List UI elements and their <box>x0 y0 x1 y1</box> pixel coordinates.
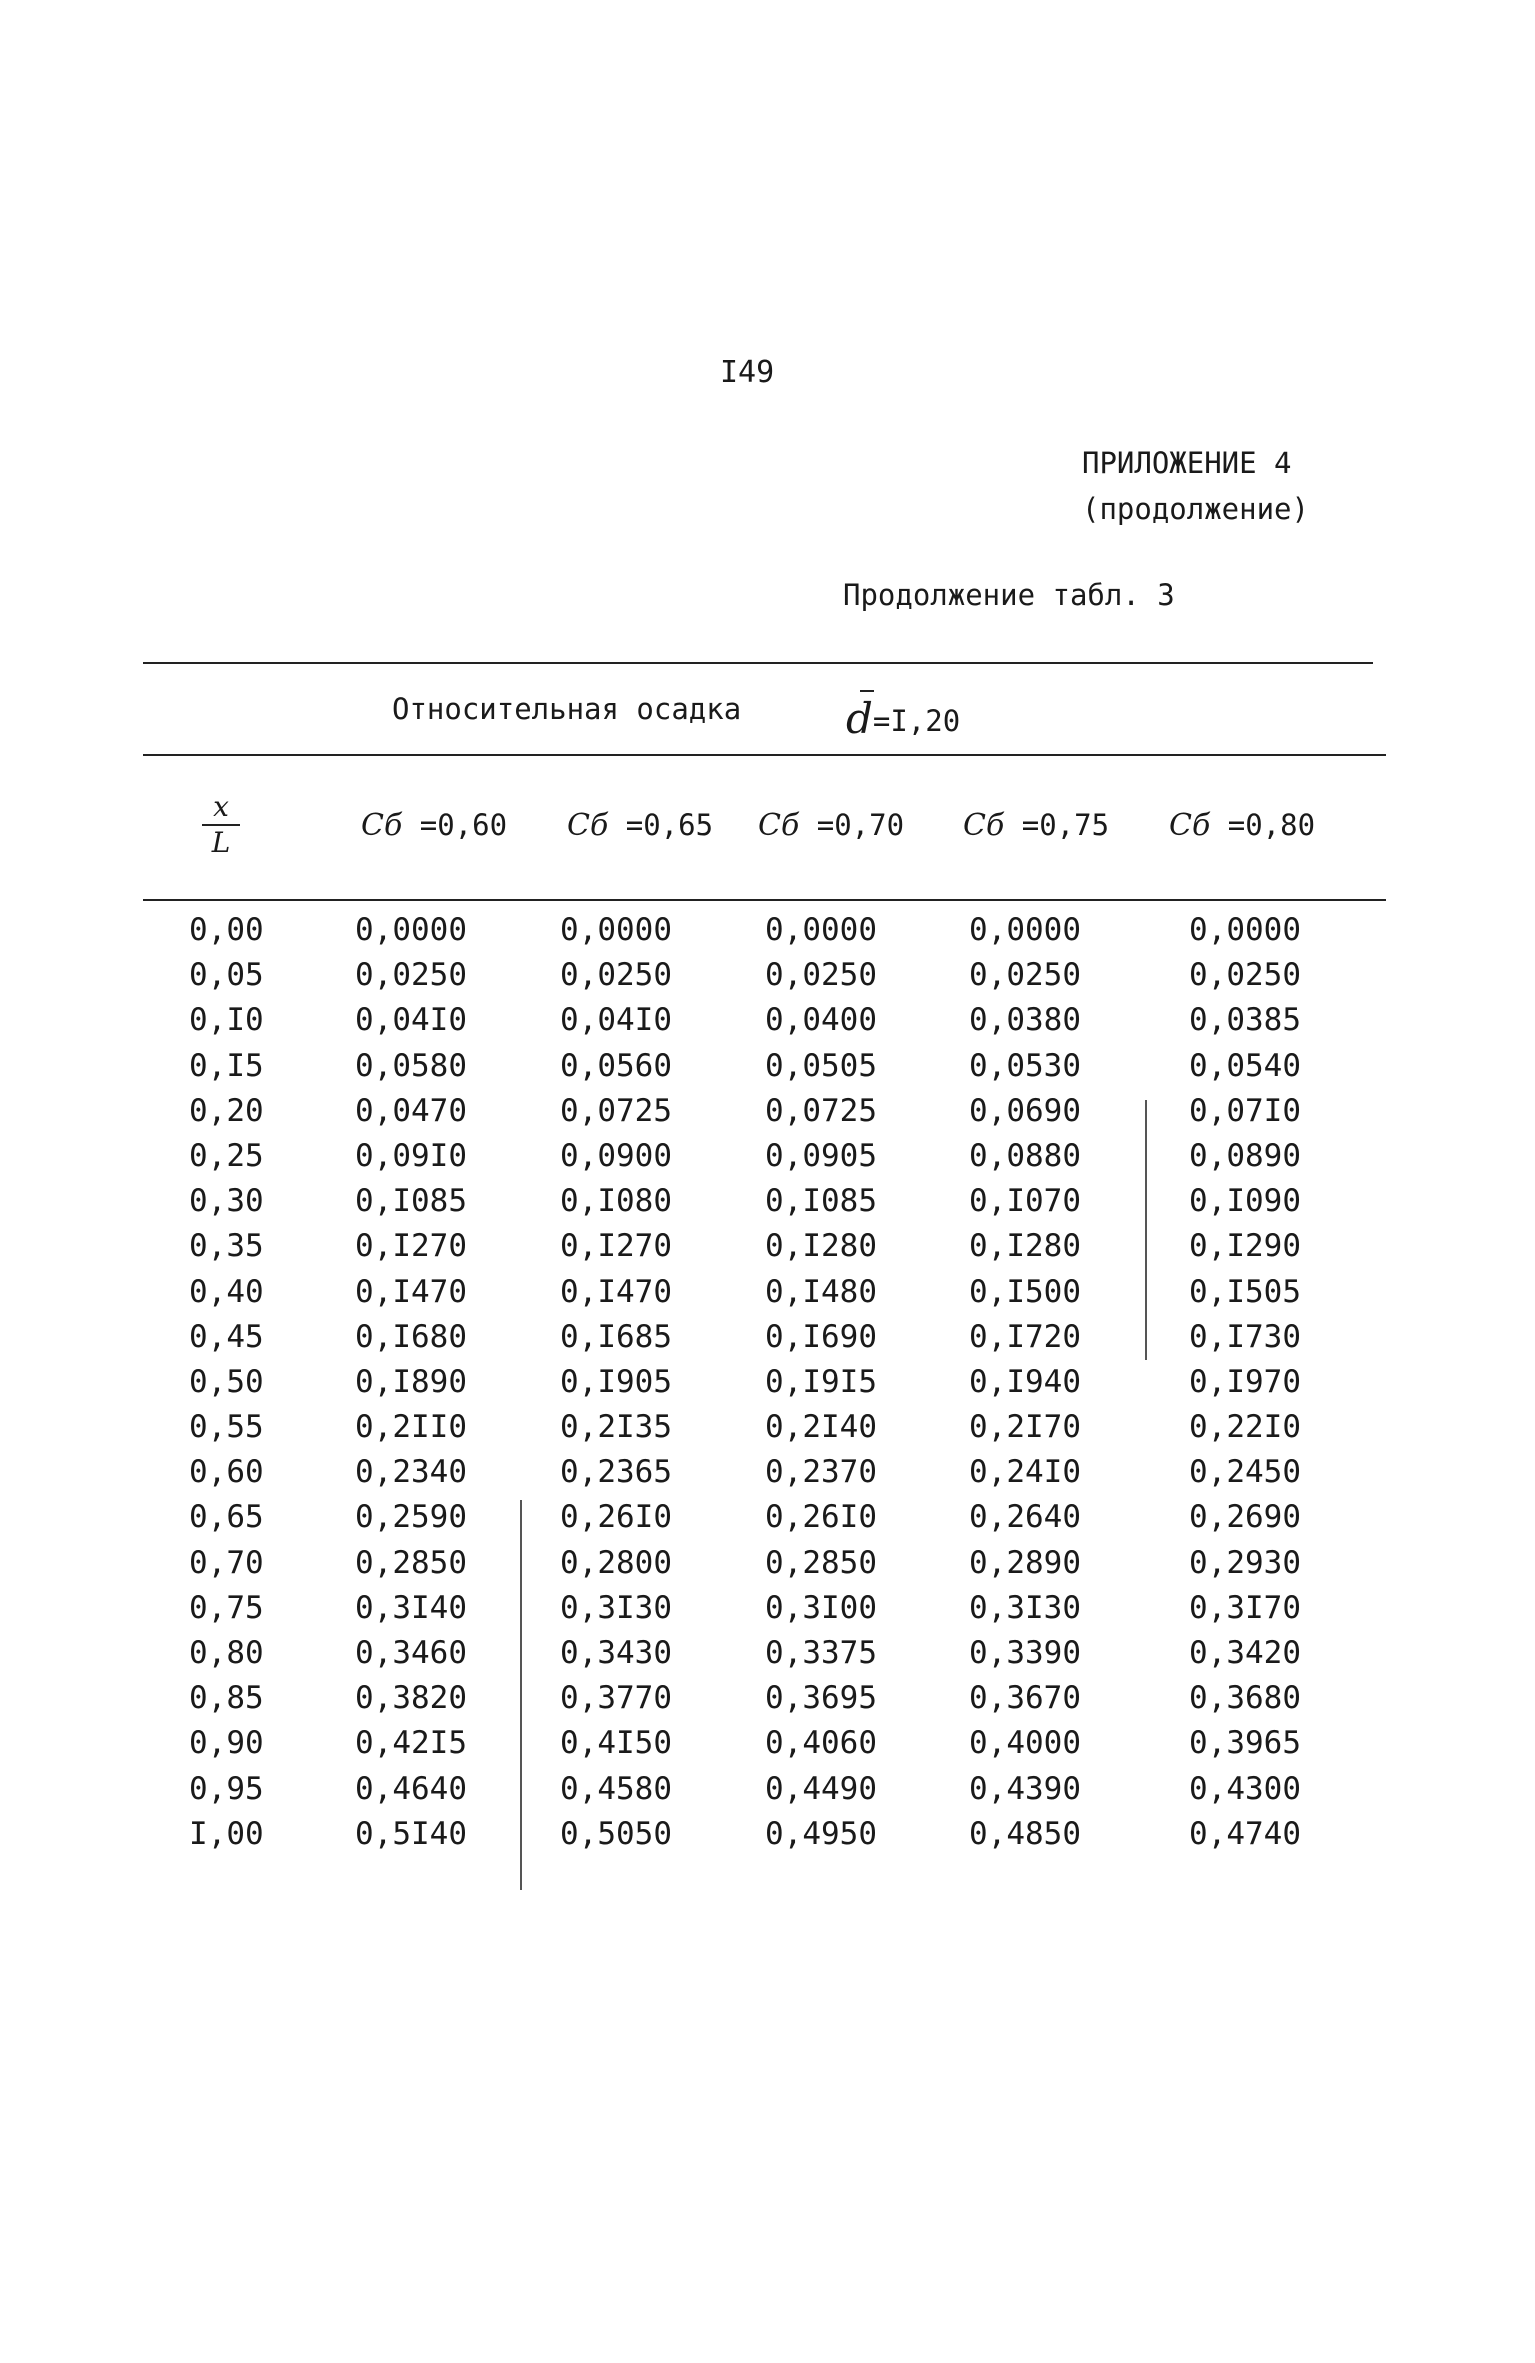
table-cell: 0,2800 <box>560 1544 672 1581</box>
table-cell: 0,0905 <box>765 1137 877 1174</box>
table-cell: 0,0380 <box>969 1002 1081 1039</box>
table-cell: 0,42I5 <box>355 1725 467 1762</box>
column-head-x-over-l <box>196 790 246 860</box>
row-label-x-over-l: 0,55 <box>189 1409 264 1446</box>
table-cell: 0,I890 <box>355 1363 467 1400</box>
table-row <box>143 1450 1386 1495</box>
table-row <box>143 953 1386 998</box>
column-head-1 <box>361 808 507 843</box>
table-row <box>143 1495 1386 1540</box>
column-head-5 <box>1169 808 1315 843</box>
appendix-block <box>1082 440 1309 532</box>
table-cell: 0,I270 <box>355 1228 467 1265</box>
table-cell: 0,3430 <box>560 1635 672 1671</box>
table-cell: 0,2I70 <box>969 1409 1081 1446</box>
row-label-x-over-l: 0,80 <box>189 1635 264 1671</box>
row-label-x-over-l: 0,95 <box>189 1770 264 1807</box>
table-cell: 0,0725 <box>560 1092 672 1129</box>
table-cell: 0,0880 <box>969 1137 1081 1174</box>
table-cell: 0,3680 <box>1189 1680 1301 1717</box>
fraction-denominator: L <box>211 826 231 859</box>
table-cell: 0,3695 <box>765 1680 877 1717</box>
table-cell: 0,3I40 <box>355 1589 467 1626</box>
table-cell: 0,I085 <box>355 1183 467 1220</box>
table-cell: 0,2590 <box>355 1499 467 1536</box>
row-label-x-over-l: 0,85 <box>189 1680 264 1717</box>
table-cell: 0,2365 <box>560 1454 672 1491</box>
table-row <box>143 1224 1386 1269</box>
table-cell: 0,26I0 <box>765 1499 877 1536</box>
table-caption: Продолжение табл. 3 <box>843 578 1175 612</box>
table-cell: 0,I505 <box>1189 1273 1301 1310</box>
param-value: =I,20 <box>872 704 961 738</box>
table-row <box>143 1360 1386 1405</box>
table-cell: 0,I690 <box>765 1318 877 1355</box>
table-cell: 0,24I0 <box>969 1454 1081 1491</box>
table-cell: 0,4000 <box>969 1725 1081 1762</box>
column-head-symbol: Cб <box>1169 808 1211 843</box>
column-head-symbol: Cб <box>361 808 403 843</box>
table-body-rule <box>143 899 1386 901</box>
page-number: I49 <box>720 355 775 390</box>
table-row <box>143 1676 1386 1721</box>
table-row <box>143 1586 1386 1631</box>
table-cell: 0,3I30 <box>969 1589 1081 1626</box>
table-cell: 0,4740 <box>1189 1815 1301 1852</box>
table-cell: 0,0250 <box>765 957 877 994</box>
row-label-x-over-l: 0,60 <box>189 1454 264 1491</box>
table-cell: 0,I070 <box>969 1183 1081 1220</box>
column-head-value: =0,75 <box>1021 808 1110 842</box>
row-label-x-over-l: 0,30 <box>189 1183 264 1220</box>
table-cell: 0,0580 <box>355 1047 467 1084</box>
fraction-numerator: x <box>213 790 229 823</box>
row-label-x-over-l: 0,65 <box>189 1499 264 1536</box>
table-row <box>143 1270 1386 1315</box>
table-cell: 0,3820 <box>355 1680 467 1717</box>
column-head-value: =0,60 <box>419 808 508 842</box>
table-cell: 0,I090 <box>1189 1183 1301 1220</box>
row-label-x-over-l: 0,05 <box>189 957 264 994</box>
table-cell: 0,4640 <box>355 1770 467 1807</box>
table-cell: 0,3420 <box>1189 1635 1301 1671</box>
table-cell: 0,I905 <box>560 1363 672 1400</box>
table-cell: 0,2850 <box>765 1544 877 1581</box>
table-cell: 0,5I40 <box>355 1815 467 1852</box>
table-cell: 0,0385 <box>1189 1002 1301 1039</box>
table-cell: 0,3770 <box>560 1680 672 1717</box>
column-head-value: =0,65 <box>625 808 714 842</box>
table-cell: 0,0000 <box>355 912 467 948</box>
table-cell: 0,I500 <box>969 1273 1081 1310</box>
column-head-value: =0,70 <box>816 808 905 842</box>
table-cell: 0,3390 <box>969 1635 1081 1671</box>
row-label-x-over-l: 0,70 <box>189 1544 264 1581</box>
table-row <box>143 1089 1386 1134</box>
table-row <box>143 1315 1386 1360</box>
column-headers <box>143 790 1386 885</box>
table-cell: 0,0890 <box>1189 1137 1301 1174</box>
table-cell: 0,I680 <box>355 1318 467 1355</box>
table-cell: 0,3I70 <box>1189 1589 1301 1626</box>
table-header-title: Относительная осадка <box>392 692 742 726</box>
table-cell: 0,07I0 <box>1189 1092 1301 1129</box>
table-cell: 0,I080 <box>560 1183 672 1220</box>
table-row <box>143 1134 1386 1179</box>
table-cell: 0,0250 <box>560 957 672 994</box>
table-cell: 0,4300 <box>1189 1770 1301 1807</box>
table-cell: 0,2450 <box>1189 1454 1301 1491</box>
row-label-x-over-l: 0,I5 <box>189 1047 264 1084</box>
row-label-x-over-l: I,00 <box>189 1815 264 1852</box>
table-cell: 0,0000 <box>560 912 672 948</box>
table-cell: 0,0000 <box>1189 912 1301 948</box>
table-row <box>143 1405 1386 1450</box>
row-label-x-over-l: 0,I0 <box>189 1002 264 1039</box>
table-cell: 0,2640 <box>969 1499 1081 1536</box>
appendix-title: ПРИЛОЖЕНИЕ 4 <box>1082 446 1292 480</box>
table-cell: 0,I085 <box>765 1183 877 1220</box>
column-head-symbol: Cб <box>963 808 1005 843</box>
table-cell: 0,0250 <box>969 957 1081 994</box>
table-row <box>143 1631 1386 1676</box>
column-head-value: =0,80 <box>1227 808 1316 842</box>
table-cell: 0,4I50 <box>560 1725 672 1762</box>
table-cell: 0,3I00 <box>765 1589 877 1626</box>
table-cell: 0,4490 <box>765 1770 877 1807</box>
table-row <box>143 908 1386 953</box>
table-cell: 0,I480 <box>765 1273 877 1310</box>
table-cell: 0,I685 <box>560 1318 672 1355</box>
row-label-x-over-l: 0,40 <box>189 1273 264 1310</box>
table-cell: 0,2I35 <box>560 1409 672 1446</box>
table-row <box>143 998 1386 1043</box>
table-cell: 0,0530 <box>969 1047 1081 1084</box>
table-cell: 0,22I0 <box>1189 1409 1301 1446</box>
table-cell: 0,0690 <box>969 1092 1081 1129</box>
table-cell: 0,04I0 <box>355 1002 467 1039</box>
table-cell: 0,0725 <box>765 1092 877 1129</box>
table-cell: 0,04I0 <box>560 1002 672 1039</box>
table-cell: 0,4060 <box>765 1725 877 1762</box>
table-cell: 0,3670 <box>969 1680 1081 1717</box>
table-cell: 0,I280 <box>969 1228 1081 1265</box>
column-head-2 <box>567 808 713 843</box>
table-cell: 0,2340 <box>355 1454 467 1491</box>
table-cell: 0,3965 <box>1189 1725 1301 1762</box>
table-cell: 0,2850 <box>355 1544 467 1581</box>
table-cell: 0,0400 <box>765 1002 877 1039</box>
table-cell: 0,I270 <box>560 1228 672 1265</box>
table-header-rule <box>143 754 1386 756</box>
table-cell: 0,2II0 <box>355 1409 467 1446</box>
table-cell: 0,I970 <box>1189 1363 1301 1400</box>
column-head-3 <box>758 808 904 843</box>
table-cell: 0,0250 <box>355 957 467 994</box>
column-head-symbol: Cб <box>758 808 800 843</box>
table-cell: 0,0000 <box>969 912 1081 948</box>
table-cell: 0,I720 <box>969 1318 1081 1355</box>
appendix-subtitle: (продолжение) <box>1082 492 1309 526</box>
table-cell: 0,I9I5 <box>765 1363 877 1400</box>
table-cell: 0,I470 <box>355 1273 467 1310</box>
table-cell: 0,0250 <box>1189 957 1301 994</box>
table-cell: 0,3I30 <box>560 1589 672 1626</box>
table-row <box>143 1767 1386 1812</box>
table-row <box>143 1812 1386 1857</box>
table-cell: 0,4950 <box>765 1815 877 1852</box>
table-cell: 0,2890 <box>969 1544 1081 1581</box>
row-label-x-over-l: 0,45 <box>189 1318 264 1355</box>
table-row <box>143 1541 1386 1586</box>
table-cell: 0,2370 <box>765 1454 877 1491</box>
table-cell: 0,26I0 <box>560 1499 672 1536</box>
table-cell: 0,0560 <box>560 1047 672 1084</box>
table-cell: 0,3460 <box>355 1635 467 1671</box>
table-cell: 0,I940 <box>969 1363 1081 1400</box>
table-cell: 0,3375 <box>765 1635 877 1671</box>
table-header-param <box>846 692 960 741</box>
row-label-x-over-l: 0,35 <box>189 1228 264 1265</box>
column-head-4 <box>963 808 1109 843</box>
table-cell: 0,09I0 <box>355 1137 467 1174</box>
table-cell: 0,0470 <box>355 1092 467 1129</box>
table-body <box>143 908 1386 1857</box>
table-cell: 0,4580 <box>560 1770 672 1807</box>
table-cell: 0,0900 <box>560 1137 672 1174</box>
row-label-x-over-l: 0,00 <box>189 912 264 948</box>
table-row <box>143 1044 1386 1089</box>
column-head-symbol: Cб <box>567 808 609 843</box>
table-row <box>143 1721 1386 1766</box>
row-label-x-over-l: 0,25 <box>189 1137 264 1174</box>
table-cell: 0,4850 <box>969 1815 1081 1852</box>
table-cell: 0,5050 <box>560 1815 672 1852</box>
table-cell: 0,2690 <box>1189 1499 1301 1536</box>
table-cell: 0,I290 <box>1189 1228 1301 1265</box>
row-label-x-over-l: 0,90 <box>189 1725 264 1762</box>
table-cell: 0,I730 <box>1189 1318 1301 1355</box>
row-label-x-over-l: 0,75 <box>189 1589 264 1626</box>
table-cell: 0,0540 <box>1189 1047 1301 1084</box>
table-cell: 0,I470 <box>560 1273 672 1310</box>
table-top-rule <box>143 662 1373 664</box>
row-label-x-over-l: 0,20 <box>189 1092 264 1129</box>
row-label-x-over-l: 0,50 <box>189 1363 264 1400</box>
table-cell: 0,2930 <box>1189 1544 1301 1581</box>
table-row <box>143 1179 1386 1224</box>
table-cell: 0,0505 <box>765 1047 877 1084</box>
table-cell: 0,0000 <box>765 912 877 948</box>
param-symbol: d <box>846 694 873 743</box>
table-cell: 0,4390 <box>969 1770 1081 1807</box>
table-cell: 0,2I40 <box>765 1409 877 1446</box>
table-cell: 0,I280 <box>765 1228 877 1265</box>
